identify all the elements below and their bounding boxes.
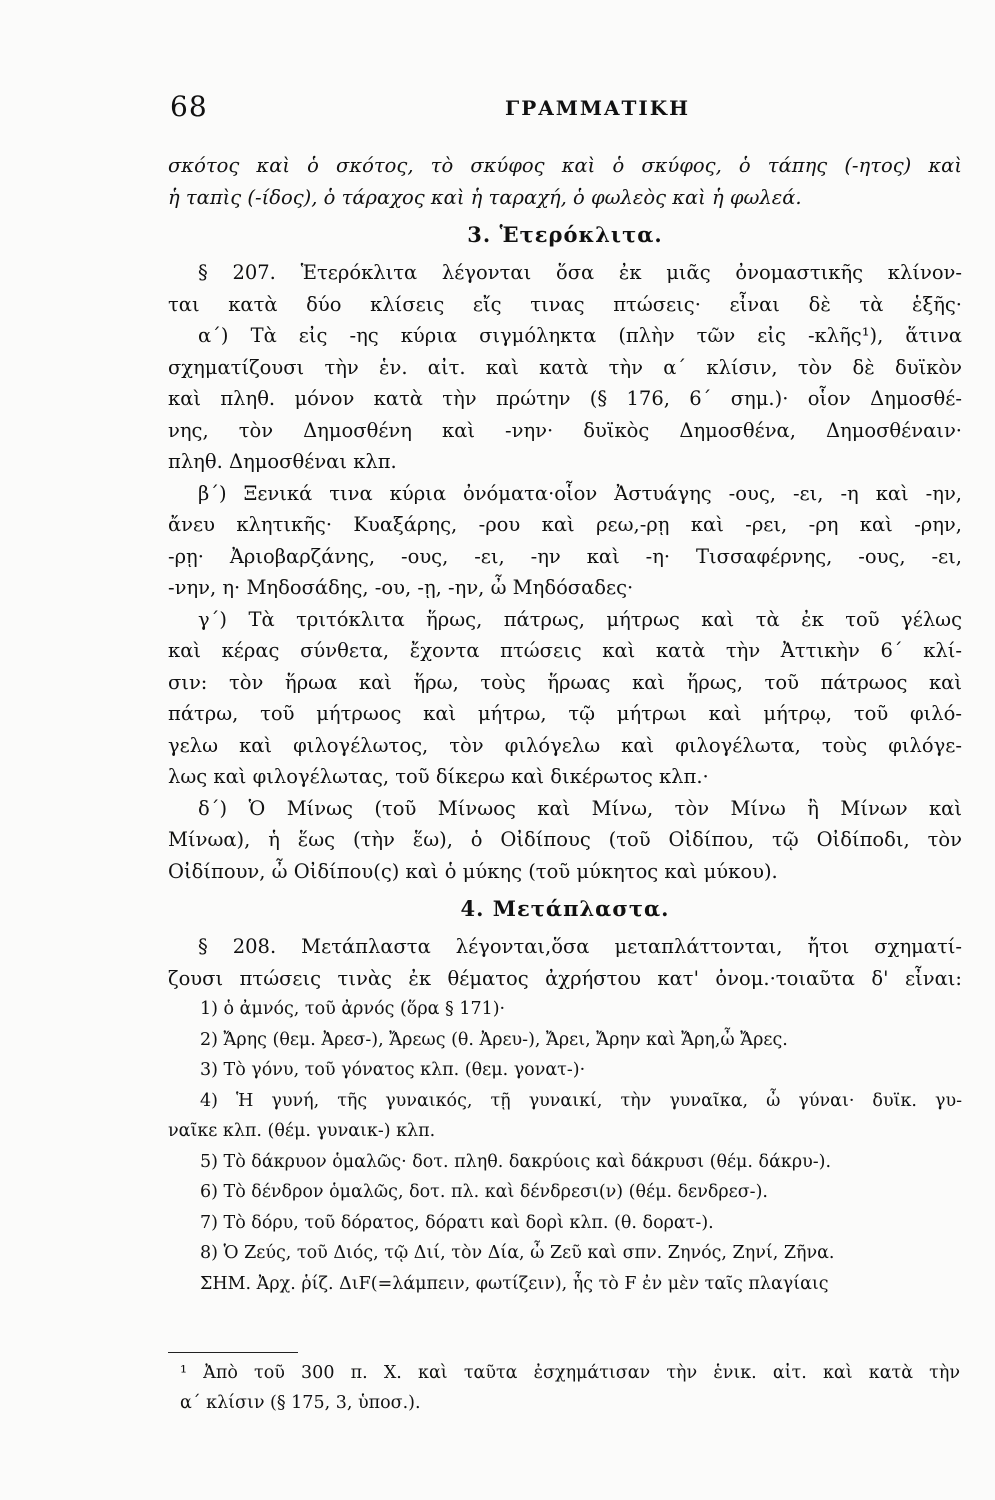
- list-item: 2) Ἄρης (θεμ. Ἀρεσ-), Ἄρεως (θ. Ἀρευ-), Ἄρει, Ἄρην καὶ Ἄρη,ὦ Ἄρες.: [200, 1029, 788, 1050]
- text-line: ἡ ταπὶς (-ίδος), ὁ τάραχος καὶ ἡ ταραχή, ὁ φωλεὸς καὶ ἡ φωλεά.: [168, 185, 802, 209]
- paragraph-line: α΄) Τὰ εἰς -ης κύρια σιγμόληκτα (πλὴν τῶν εἰς -κλῆς¹), ἅτινα: [198, 324, 962, 347]
- section-title-4: 4. Μετάπλαστα.: [460, 896, 670, 921]
- paragraph-line: Μίνωα), ἡ ἕως (τὴν ἕω), ὁ Οἰδίπους (τοῦ Οἰδίπου, τῷ Οἰδίποδι, τὸν: [168, 828, 962, 851]
- paragraph-line: -ρῃ· Ἀριοβαρζάνης, -ους, -ει, -ην καὶ -η· Τισσαφέρνης, -ους, -ει,: [168, 544, 962, 568]
- paragraph-line: § 207. Ἑτερόκλιτα λέγονται ὅσα ἐκ μιᾶς ὀνομαστικῆς κλίνον-: [198, 261, 962, 284]
- paragraph-line: ται κατὰ δύο κλίσεις εἴς τινας πτώσεις· εἶναι δὲ τὰ ἑξῆς·: [168, 292, 962, 316]
- footnotes: [180, 1358, 960, 1418]
- paragraph-line: νης, τὸν Δημοσθένη καὶ -νην· δυϊκὸς Δημοσθένα, Δημοσθέναιν·: [168, 418, 962, 442]
- paragraph-line: καὶ πληθ. μόνον κατὰ τὴν πρώτην (§ 176, 6΄ σημ.)· οἷον Δημοσθέ-: [168, 387, 962, 410]
- paragraph-line: § 208. Μετάπλαστα λέγονται,ὅσα μεταπλάττονται, ἤτοι σχηματί-: [198, 935, 962, 958]
- paragraph-line: σιν: τὸν ἥρωα καὶ ἥρω, τοὺς ἥρωας καὶ ἥρως, τοῦ πάτρωος καὶ: [168, 670, 962, 694]
- page-header: [170, 90, 950, 130]
- page-number: 68: [170, 90, 208, 123]
- list-item: 4) Ἡ γυνή, τῆς γυναικός, τῇ γυναικί, τὴν γυναῖκα, ὦ γύναι· δυϊκ. γυ-: [200, 1090, 962, 1111]
- paragraph-line: πάτρω, τοῦ μήτρωος καὶ μήτρω, τῷ μήτρωι καὶ μήτρῳ, τοῦ φιλό-: [168, 702, 962, 725]
- paragraph-line: β΄) Ξενικά τινα κύρια ὀνόματα·οἷον Ἀστυάγης -ους, -ει, -η καὶ -ην,: [198, 481, 962, 505]
- paragraph-line: γ΄) Τὰ τριτόκλιτα ἥρως, πάτρως, μήτρως καὶ τὰ ἐκ τοῦ γέλως: [198, 607, 962, 631]
- list-item: 5) Τὸ δάκρυον ὁμαλῶς· δοτ. πληθ. δακρύοις καὶ δάκρυσι (θέμ. δάκρυ-).: [200, 1151, 832, 1172]
- paragraph-line: Οἰδίπουν, ὦ Οἰδίπου(ς) καὶ ὁ μύκης (τοῦ μύκητος καὶ μύκου).: [168, 859, 778, 883]
- paragraph-line: σχηματίζουσι τὴν ἑν. αἰτ. καὶ κατὰ τὴν α΄ κλίσιν, τὸν δὲ δυϊκὸν: [168, 355, 962, 379]
- paragraph-line: πληθ. Δημοσθέναι κλπ.: [168, 450, 397, 473]
- list-item-continuation: ναῖκε κλπ. (θέμ. γυναικ-) κλπ.: [168, 1121, 436, 1141]
- numbered-list: [168, 994, 962, 1299]
- list-item: 7) Τὸ δόρυ, τοῦ δόρατος, δόρατι καὶ δορὶ κλπ. (θ. δορατ-).: [200, 1212, 714, 1233]
- paragraph-line: λως καὶ φιλογέλωτας, τοῦ δίκερω καὶ δικέρωτος κλπ.·: [168, 765, 709, 788]
- section-title-3: 3. Ἑτερόκλιτα.: [467, 222, 663, 247]
- footnote-divider: [168, 1352, 298, 1353]
- footnote-line: ¹ Ἀπὸ τοῦ 300 π. Χ. καὶ ταῦτα ἐσχημάτισαν τὴν ἑνικ. αἰτ. καὶ κατὰ τὴν: [180, 1363, 960, 1383]
- paragraph-line: καὶ κέρας σύνθετα, ἔχοντα πτώσεις καὶ κατὰ τὴν Ἀττικὴν 6΄ κλί-: [168, 639, 962, 662]
- text-line: σκότος καὶ ὁ σκότος, τὸ σκύφος καὶ ὁ σκύφος, ὁ τάπης (-ητος) καὶ: [168, 154, 962, 177]
- page-body: [168, 150, 962, 1299]
- list-item: 6) Τὸ δένδρον ὁμαλῶς, δοτ. πλ. καὶ δένδρεσι(ν) (θέμ. δενδρεσ-).: [200, 1182, 768, 1202]
- list-item: 3) Τὸ γόνυ, τοῦ γόνατος κλπ. (θεμ. γονατ-)·: [200, 1060, 586, 1080]
- footnote-line: α΄ κλίσιν (§ 175, 3, ὑποσ.).: [180, 1393, 421, 1413]
- paragraph-line: ζουσι πτώσεις τινὰς ἐκ θέματος ἀχρήστου κατ' ὀνομ.·τοιαῦτα δ' εἶναι:: [168, 966, 962, 990]
- note-line: ΣΗΜ. Ἀρχ. ῥίζ. ΔιF(=λάμπειν, φωτίζειν), ἧς τὸ F ἐν μὲν ταῖς πλαγίαις: [200, 1273, 829, 1294]
- paragraph-line: δ΄) Ὁ Μίνως (τοῦ Μίνωος καὶ Μίνω, τὸν Μίνω ἢ Μίνων καὶ: [198, 796, 962, 820]
- paragraph-line: -νην, η· Μηδοσάδης, -ου, -ῃ, -ην, ὦ Μηδόσαδες·: [168, 576, 634, 599]
- paragraph-line: γελω καὶ φιλογέλωτος, τὸν φιλόγελω καὶ φιλογέλωτα, τοὺς φιλόγε-: [168, 733, 962, 757]
- list-item: 8) Ὁ Ζεύς, τοῦ Διός, τῷ Διί, τὸν Δία, ὦ Ζεῦ καὶ σπν. Ζηνός, Ζηνί, Ζῆνα.: [200, 1243, 835, 1263]
- list-item: 1) ὁ ἀμνός, τοῦ ἀρνός (ὅρα § 171)·: [200, 999, 506, 1019]
- running-head: ΓΡΑΜΜΑΤΙΚΗ: [505, 96, 691, 120]
- paragraph-line: ἄνευ κλητικῆς· Κυαξάρης, -ρου καὶ ρεω,-ρῃ καὶ -ρει, -ρη καὶ -ρην,: [168, 513, 962, 536]
